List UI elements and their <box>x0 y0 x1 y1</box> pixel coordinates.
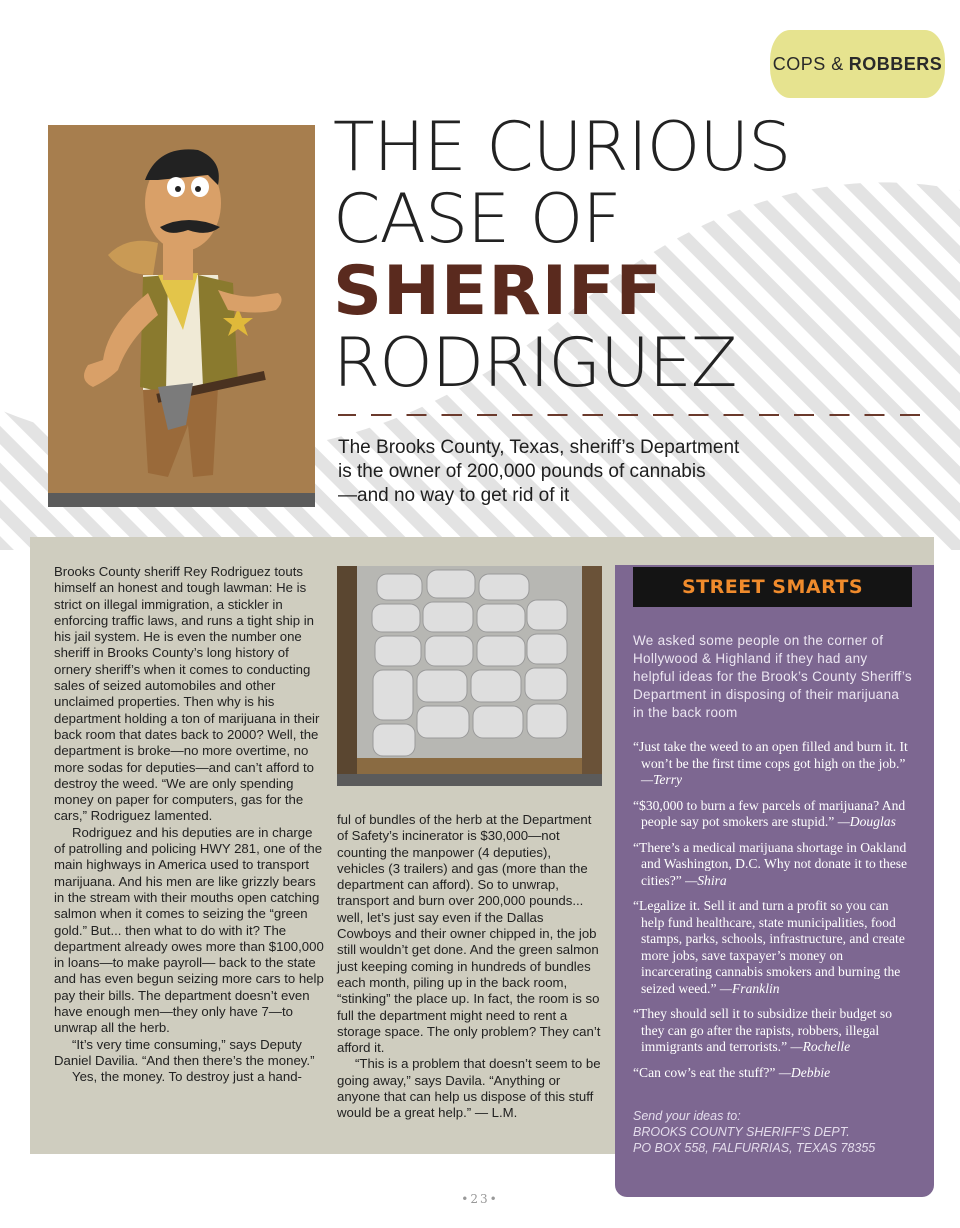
quote-author: —Rochelle <box>790 1039 851 1054</box>
quote-author: —Franklin <box>719 980 780 996</box>
quote-text: “Legalize it. Sell it and turn a profit so you can help fund healthcare, state municipalities, food stamps, parks, schools, infrastructure, and create more jobs, save taxpayer’s money on incarcerating cannabis smokers and burning the seized weed.” <box>633 898 905 996</box>
body-paragraph: “This is a problem that doesn’t seem to be going away,” says Davila. “Anything or anyone that can help us dispose of this stuff would be a great help.” — L.M. <box>337 1056 601 1121</box>
body-paragraph: Yes, the money. To destroy just a hand- <box>72 1069 302 1085</box>
quote-author: —Douglas <box>837 814 896 829</box>
quote-item <box>633 739 913 789</box>
body-paragraph: ful of bundles of the herb at the Department of Safety’s incinerator is $30,000—not counting the manpower (4 deputies), vehicles (3 trailers) and gas (more than the department can afford). So to unwrap, transport and burn over 200,000 pounds... well, let’s just say even if the Dallas Cowboys and their owner chipped in, the job still wouldn’t get done. And the green salmon just keeping coming in hundreds of bundles each month, piling up in the back room, “stinking” the place up. In fact, the room is so full the department might need to rent a storage space. The only problem? They can’t afford it. <box>337 812 601 1056</box>
illustration-bottom-bar <box>48 493 315 507</box>
headline-line-4: RODRIGUEZ <box>333 324 737 403</box>
dek-line-1: The Brooks County, Texas, sheriff’s Department <box>338 437 740 458</box>
quote-author: —Debbie <box>778 1064 831 1080</box>
headline-line-1: THE CURIOUS <box>333 108 791 187</box>
body-paragraph: Rodriguez and his deputies are in charge of patrolling and policing HWY 281, one of the main highways in America used to transport marijuana. And his men are like grizzly bears in the stream with their mouths open catching salmon when it comes to seizing the “green gold.” But... then what to do with it? The department already owes more than $100,000 in loans—to make payroll— back to the state and has even begun seizing more cars to help pay their bills. The department doesn’t even have enough men—they only have 7—to unwrap all the herb. <box>54 824 324 1036</box>
dek-line-2: is the owner of 200,000 pounds of cannabis <box>338 461 706 482</box>
street-smarts-sidebar <box>615 565 934 1197</box>
photo-bottom-bar <box>337 774 602 786</box>
wrapped-bundles-icon <box>337 566 602 774</box>
quote-text: “There’s a medical marijuana shortage in Oakland and Washington, D.C. Why not donate it to these cities?” <box>633 839 908 888</box>
section-tag-badge <box>770 30 945 98</box>
headline-line-2: CASE OF <box>333 180 621 259</box>
headline-line-3-accent: SHERIFF <box>333 252 663 331</box>
sidebar-quotes <box>633 739 913 1090</box>
sheriff-illustration <box>48 125 315 507</box>
footer-line-2: BROOKS COUNTY SHERIFF’S DEPT. <box>633 1125 850 1139</box>
body-paragraph: Brooks County sheriff Rey Rodriguez touts himself an honest and tough lawman: He is strict on illegal immigration, a stickler in enforcing traffic laws, and runs a tight ship in his jail system. He is even the number one sheriff in Brooks County’s long history of ornery sheriff’s when it comes to conducting sales of seized automobiles and other unclaimed properties. Then why is his department holding a ton of marijuana in their back room that dates back to 2000? Well, the department is broke—no more overtime, no more sodas for deputies—and can’t afford to destroy the weed. “We are only spending money on paper for computers, gas for the cars,” Rodriguez lamented. <box>54 564 320 824</box>
section-tag-bold: ROBBERS <box>848 53 943 74</box>
sidebar-intro: We asked some people on the corner of Hollywood & Highland if they had any helpful ideas for the Brook’s County Sheriff’s Department in disposing of their marijuana in the back room <box>633 633 912 720</box>
section-tag-prefix: COPS & <box>772 53 844 74</box>
quote-text: “Just take the weed to an open filled and burn it. It won’t be the first time cops got high on the job.” <box>633 739 908 771</box>
cartoon-sheriff-icon <box>48 125 315 493</box>
page-number: •23• <box>461 1192 499 1206</box>
quote-text: “$30,000 to burn a few parcels of marijuana? And people say pot smokers are stupid.” <box>633 797 906 829</box>
dashed-divider <box>338 414 930 416</box>
article-dek <box>338 436 818 508</box>
footer-line-1: Send your ideas to: <box>633 1109 741 1123</box>
quote-item <box>633 798 913 831</box>
body-column-2 <box>337 812 601 1122</box>
quote-text: “They should sell it to subsidize their budget so they can go after the rapists, robbers, illegal immigrants and terrorists.” <box>633 1006 892 1054</box>
body-paragraph: “It’s very time consuming,” says Deputy Daniel Davilia. “And then there’s the money.” <box>54 1036 315 1068</box>
quote-author: —Shira <box>685 872 727 888</box>
quote-author: —Terry <box>641 772 683 787</box>
quote-text: “Can cow’s eat the stuff?” <box>633 1064 776 1080</box>
quote-item <box>633 898 913 997</box>
quote-item <box>633 1006 913 1056</box>
quote-item <box>633 1065 913 1082</box>
quote-item <box>633 840 913 890</box>
footer-line-3: PO BOX 558, FALFURRIAS, TEXAS 78355 <box>633 1141 876 1155</box>
sidebar-title: STREET SMARTS <box>633 567 912 607</box>
article-headline <box>333 108 791 403</box>
body-column-1 <box>54 564 324 1086</box>
marijuana-bundles-photo <box>337 566 602 786</box>
sidebar-mailing-address <box>633 1108 913 1156</box>
dek-line-3: —and no way to get rid of it <box>338 485 570 506</box>
